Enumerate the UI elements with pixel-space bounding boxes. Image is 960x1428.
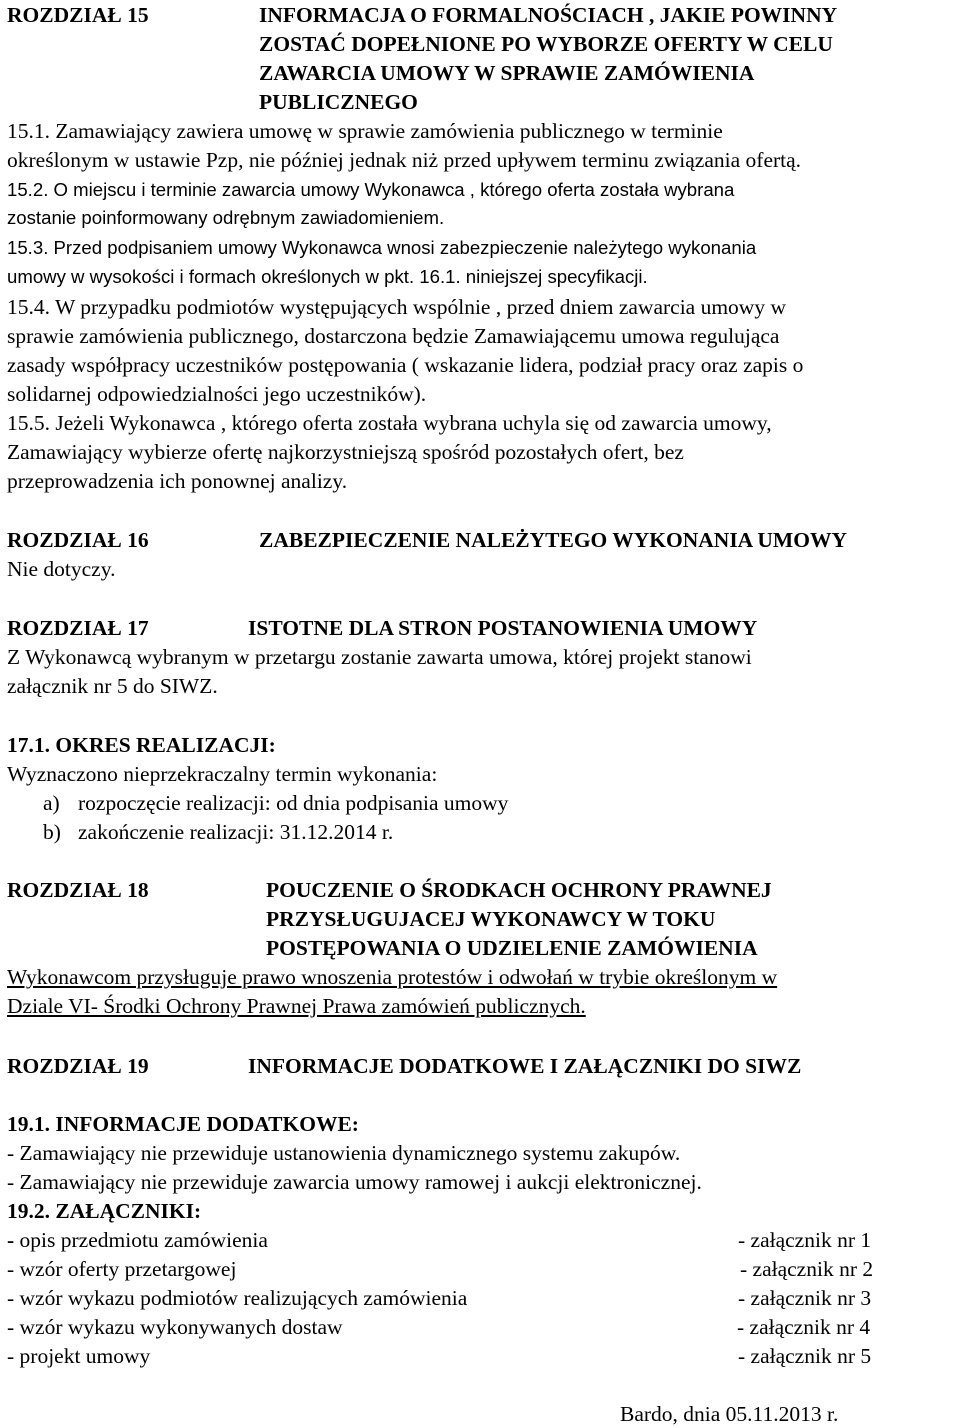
section-19-2-heading: 19.2. ZAŁĄCZNIKI: <box>7 1199 202 1223</box>
chapter-18-label: ROZDZIAŁ 18 <box>7 878 149 902</box>
attachment-row-5: - projekt umowy <box>7 1344 151 1368</box>
section-19-1-item-1: - Zamawiający nie przewiduje ustanowienia dynamicznego systemu zakupów. <box>7 1141 681 1165</box>
paragraph-15-5-line-2: Zamawiający wybierze ofertę najkorzystniejszą spośród pozostałych ofert, bez <box>7 440 684 464</box>
chapter-17-text-line-1: Z Wykonawcą wybranym w przetargu zostanie zawarta umowa, której projekt stanowi <box>7 645 752 669</box>
chapter-17-title: ISTOTNE DLA STRON POSTANOWIENIA UMOWY <box>248 616 758 640</box>
paragraph-15-2-line-1: 15.2. O miejscu i terminie zawarcia umowy Wykonawca , którego oferta została wybrana <box>7 179 735 200</box>
chapter-16-text: Nie dotyczy. <box>7 557 116 581</box>
chapter-17-text-line-2: załącznik nr 5 do SIWZ. <box>7 674 218 698</box>
paragraph-15-4-line-2: sprawie zamówienia publicznego, dostarczona będzie Zamawiającemu umowa regulująca <box>7 324 780 348</box>
chapter-17-label: ROZDZIAŁ 17 <box>7 616 149 640</box>
paragraph-15-4-line-1: 15.4. W przypadku podmiotów występujących wspólnie , przed dniem zawarcia umowy w <box>7 295 786 319</box>
attachment-ref-4: - załącznik nr 4 <box>737 1315 871 1339</box>
chapter-18-title-line-2: PRZYSŁUGUJACEJ WYKONAWCY W TOKU <box>266 907 716 931</box>
section-19-1-heading: 19.1. INFORMACJE DODATKOWE: <box>7 1112 359 1136</box>
list-marker-a: a) <box>43 791 60 815</box>
attachment-ref-1: - załącznik nr 1 <box>738 1228 872 1252</box>
chapter-18-text-line-2: Dziale VI- Środki Ochrony Prawnej Prawa zamówień publicznych. <box>7 994 586 1018</box>
chapter-18-title-line-1: POUCZENIE O ŚRODKACH OCHRONY PRAWNEJ <box>266 878 772 902</box>
list-item-a: rozpoczęcie realizacji: od dnia podpisania umowy <box>78 791 509 815</box>
attachment-name: opis przedmiotu zamówienia <box>14 1228 268 1252</box>
chapter-19-title: INFORMACJE DODATKOWE I ZAŁĄCZNIKI DO SIWZ <box>248 1054 802 1078</box>
section-19-1-item-2: - Zamawiający nie przewiduje zawarcia umowy ramowej i aukcji elektronicznej. <box>7 1170 702 1194</box>
chapter-16-label: ROZDZIAŁ 16 <box>7 528 149 552</box>
attachment-ref-2: - załącznik nr 2 <box>740 1257 874 1281</box>
attachment-row-2: - wzór oferty przetargowej <box>7 1257 237 1281</box>
attachment-ref-5: - załącznik nr 5 <box>738 1344 872 1368</box>
chapter-18-title-line-3: POSTĘPOWANIA O UDZIELENIE ZAMÓWIENIA <box>266 936 758 960</box>
chapter-16-title: ZABEZPIECZENIE NALEŻYTEGO WYKONANIA UMOWY <box>259 528 847 552</box>
paragraph-15-1-line-2: określonym w ustawie Pzp, nie później jednak niż przed upływem terminu związania ofertą. <box>7 148 802 172</box>
paragraph-15-2-line-2: zostanie poinformowany odrębnym zawiadomieniem. <box>7 207 445 228</box>
paragraph-15-1-line-1: 15.1. Zamawiający zawiera umowę w sprawie zamówienia publicznego w terminie <box>7 119 723 143</box>
attachment-row-4: - wzór wykazu wykonywanych dostaw <box>7 1315 343 1339</box>
chapter-15-title-line-4: PUBLICZNEGO <box>259 90 418 114</box>
paragraph-15-5-line-3: przeprowadzenia ich ponownej analizy. <box>7 469 348 493</box>
place-date: Bardo, dnia 05.11.2013 r. <box>620 1402 839 1426</box>
section-17-1-heading: 17.1. OKRES REALIZACJI: <box>7 733 276 757</box>
section-17-1-text: Wyznaczono nieprzekraczalny termin wykonania: <box>7 762 438 786</box>
chapter-19-label: ROZDZIAŁ 19 <box>7 1054 149 1078</box>
chapter-15-label: ROZDZIAŁ 15 <box>7 3 149 27</box>
paragraph-15-5-line-1: 15.5. Jeżeli Wykonawca , którego oferta została wybrana uchyla się od zawarcia umowy, <box>7 411 772 435</box>
attachment-dash: - <box>7 1228 15 1252</box>
attachment-ref-3: - załącznik nr 3 <box>738 1286 872 1310</box>
chapter-15-title-line-3: ZAWARCIA UMOWY W SPRAWIE ZAMÓWIENIA <box>259 61 755 85</box>
chapter-15-title-line-1: INFORMACJA O FORMALNOŚCIACH , JAKIE POWINNY <box>259 3 838 27</box>
chapter-18-text-line-1: Wykonawcom przysługuje prawo wnoszenia protestów i odwołań w trybie określonym w <box>7 965 778 989</box>
attachment-row-3: - wzór wykazu podmiotów realizujących zamówienia <box>7 1286 468 1310</box>
chapter-15-title-line-2: ZOSTAĆ DOPEŁNIONE PO WYBORZE OFERTY W CELU <box>259 32 833 56</box>
list-marker-b: b) <box>43 820 61 844</box>
paragraph-15-3-line-1: 15.3. Przed podpisaniem umowy Wykonawca wnosi zabezpieczenie należytego wykonania <box>7 237 757 258</box>
list-item-b: zakończenie realizacji: 31.12.2014 r. <box>78 820 394 844</box>
paragraph-15-3-line-2: umowy w wysokości i formach określonych w pkt. 16.1. niniejszej specyfikacji. <box>7 266 648 287</box>
paragraph-15-4-line-4: solidarnej odpowiedzialności jego uczestników). <box>7 382 427 406</box>
attachment-row-1 <box>7 1227 268 1253</box>
paragraph-15-4-line-3: zasady współpracy uczestników postępowania ( wskazanie lidera, podział pracy oraz zapis o <box>7 353 804 377</box>
